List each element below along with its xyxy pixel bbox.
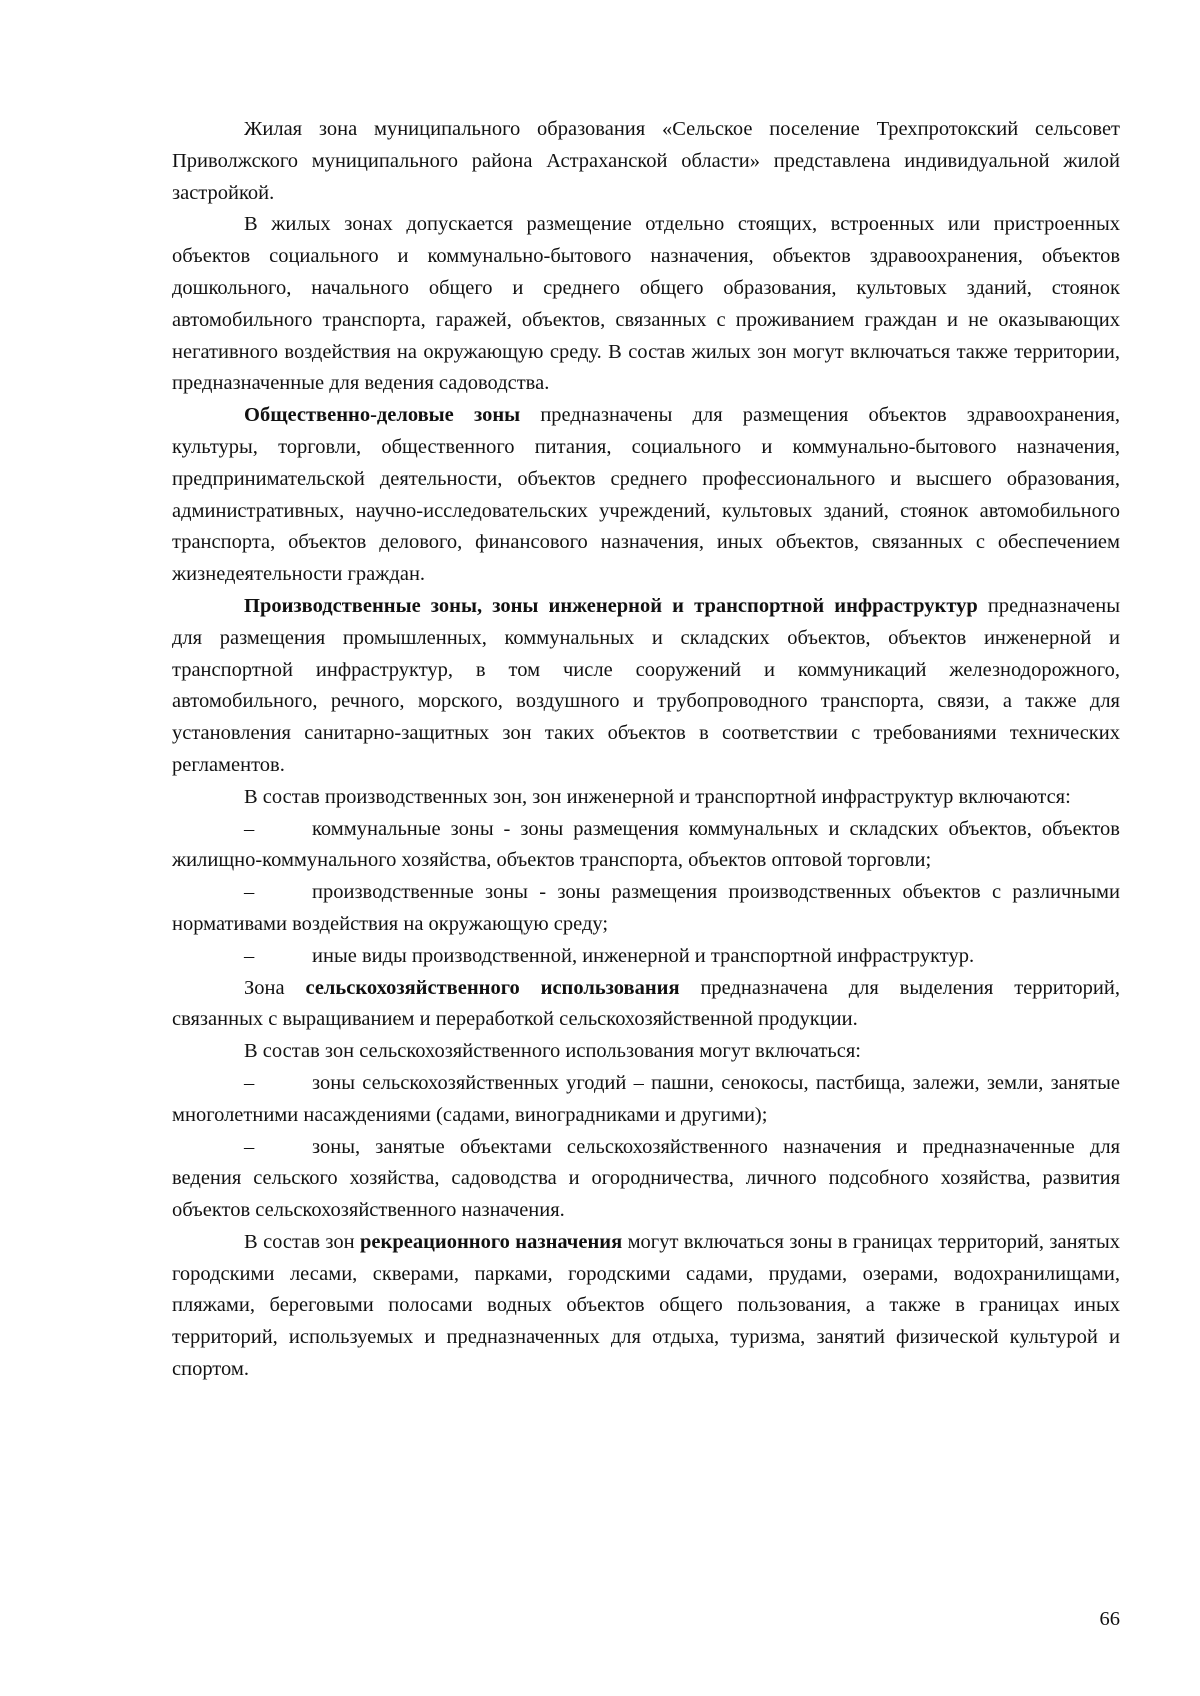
paragraph-agricultural-text: предназначена для выделения территорий, связанных с выращиванием и переработкой сельскохозяйственной продукции. <box>172 976 1120 1031</box>
paragraph-production-text: предназначены для размещения промышленных, коммунальных и складских объектов, объектов инженерной и транспортной инфраструктур, в том числе сооружений и коммуникаций железнодорожного, автомобильного, речного, морского, воздушного и трубопроводного транспорта, связи, а также для установления санитарно-защитных зон таких объектов в соответствии с требованиями технических регламентов. <box>172 594 1120 776</box>
paragraph-recreational <box>172 1227 1120 1386</box>
paragraph-agricultural-pre: Зона <box>244 976 306 999</box>
list-item-text: коммунальные зоны - зоны размещения коммунальных и складских объектов, объектов жилищно-коммунального хозяйства, объектов транспорта, объектов оптовой торговли; <box>172 817 1120 872</box>
paragraph-production-includes: В состав производственных зон, зон инженерной и транспортной инфраструктур включаются: <box>244 785 1071 808</box>
paragraph-recreational-pre: В состав зон <box>244 1230 361 1253</box>
list-item <box>172 1132 1120 1227</box>
paragraph-agricultural-includes: В состав зон сельскохозяйственного использования могут включаться: <box>244 1040 861 1063</box>
paragraph-public-business-text: предназначены для размещения объектов здравоохранения, культуры, торговли, общественного питания, социального и коммунально-бытового назначения, предпринимательской деятельности, объектов среднего профессионального и высшего образования, административных, научно-исследовательских учреждений, культовых зданий, стоянок автомобильного транспорта, объектов делового, финансового назначения, иных объектов, связанных с обеспечением жизнедеятельности граждан. <box>172 404 1120 586</box>
list-dash: – <box>244 944 255 967</box>
list-dash: – <box>244 1071 255 1094</box>
term-public-business: Общественно-деловые зоны <box>244 404 521 427</box>
list-item <box>172 941 1120 973</box>
paragraph-production <box>172 591 1120 782</box>
list-item-text: зоны, занятые объектами сельскохозяйственного назначения и предназначенные для ведения сельского хозяйства, садоводства и огородничества, личного подсобного хозяйства, развития объектов сельскохозяйственного назначения. <box>172 1135 1120 1222</box>
list-dash: – <box>244 817 255 840</box>
list-item <box>172 1068 1120 1132</box>
paragraph-residential-zone: Жилая зона муниципального образования «Сельское поселение Трехпротокский сельсовет Приволжского муниципального района Астраханской области» представлена индивидуальной жилой застройкой. <box>172 118 1120 204</box>
paragraph-recreational-text: могут включаться зоны в границах территорий, занятых городскими лесами, скверами, парками, городскими садами, прудами, озерами, водохранилищами, пляжами, береговыми полосами водных объектов общего пользования, а также в границах иных территорий, используемых и предназначенных для отдыха, туризма, занятий физической культурой и спортом. <box>172 1230 1120 1381</box>
paragraph-public-business <box>172 400 1120 591</box>
paragraph-residential-allowed: В жилых зонах допускается размещение отдельно стоящих, встроенных или пристроенных объектов социального и коммунально-бытового назначения, объектов здравоохранения, объектов дошкольного, начального общего и среднего общего образования, культовых зданий, стоянок автомобильного транспорта, гаражей, объектов, связанных с проживанием граждан и не оказывающих негативного воздействия на окружающую среду. В состав жилых зон могут включаться также территории, предназначенные для ведения садоводства. <box>172 213 1120 395</box>
term-agricultural: сельскохозяйственного использования <box>305 976 680 999</box>
list-item <box>172 877 1120 941</box>
list-dash: – <box>244 881 255 904</box>
list-item-text: зоны сельскохозяйственных угодий – пашни, сенокосы, пастбища, залежи, земли, занятые многолетними насаждениями (садами, виноградниками и другими); <box>172 1071 1120 1126</box>
page-number: 66 <box>1099 1608 1120 1630</box>
term-recreational: рекреационного назначения <box>360 1230 623 1253</box>
list-item-text: производственные зоны - зоны размещения производственных объектов с различными нормативами воздействия на окружающую среду; <box>172 881 1120 935</box>
document-page <box>172 114 1120 1386</box>
term-production: Производственные зоны, зоны инженерной и транспортной инфраструктур <box>244 594 978 617</box>
list-dash: – <box>244 1135 255 1158</box>
paragraph-agricultural <box>172 973 1120 1037</box>
list-item <box>172 814 1120 878</box>
list-item-text: иные виды производственной, инженерной и транспортной инфраструктур. <box>312 944 975 967</box>
